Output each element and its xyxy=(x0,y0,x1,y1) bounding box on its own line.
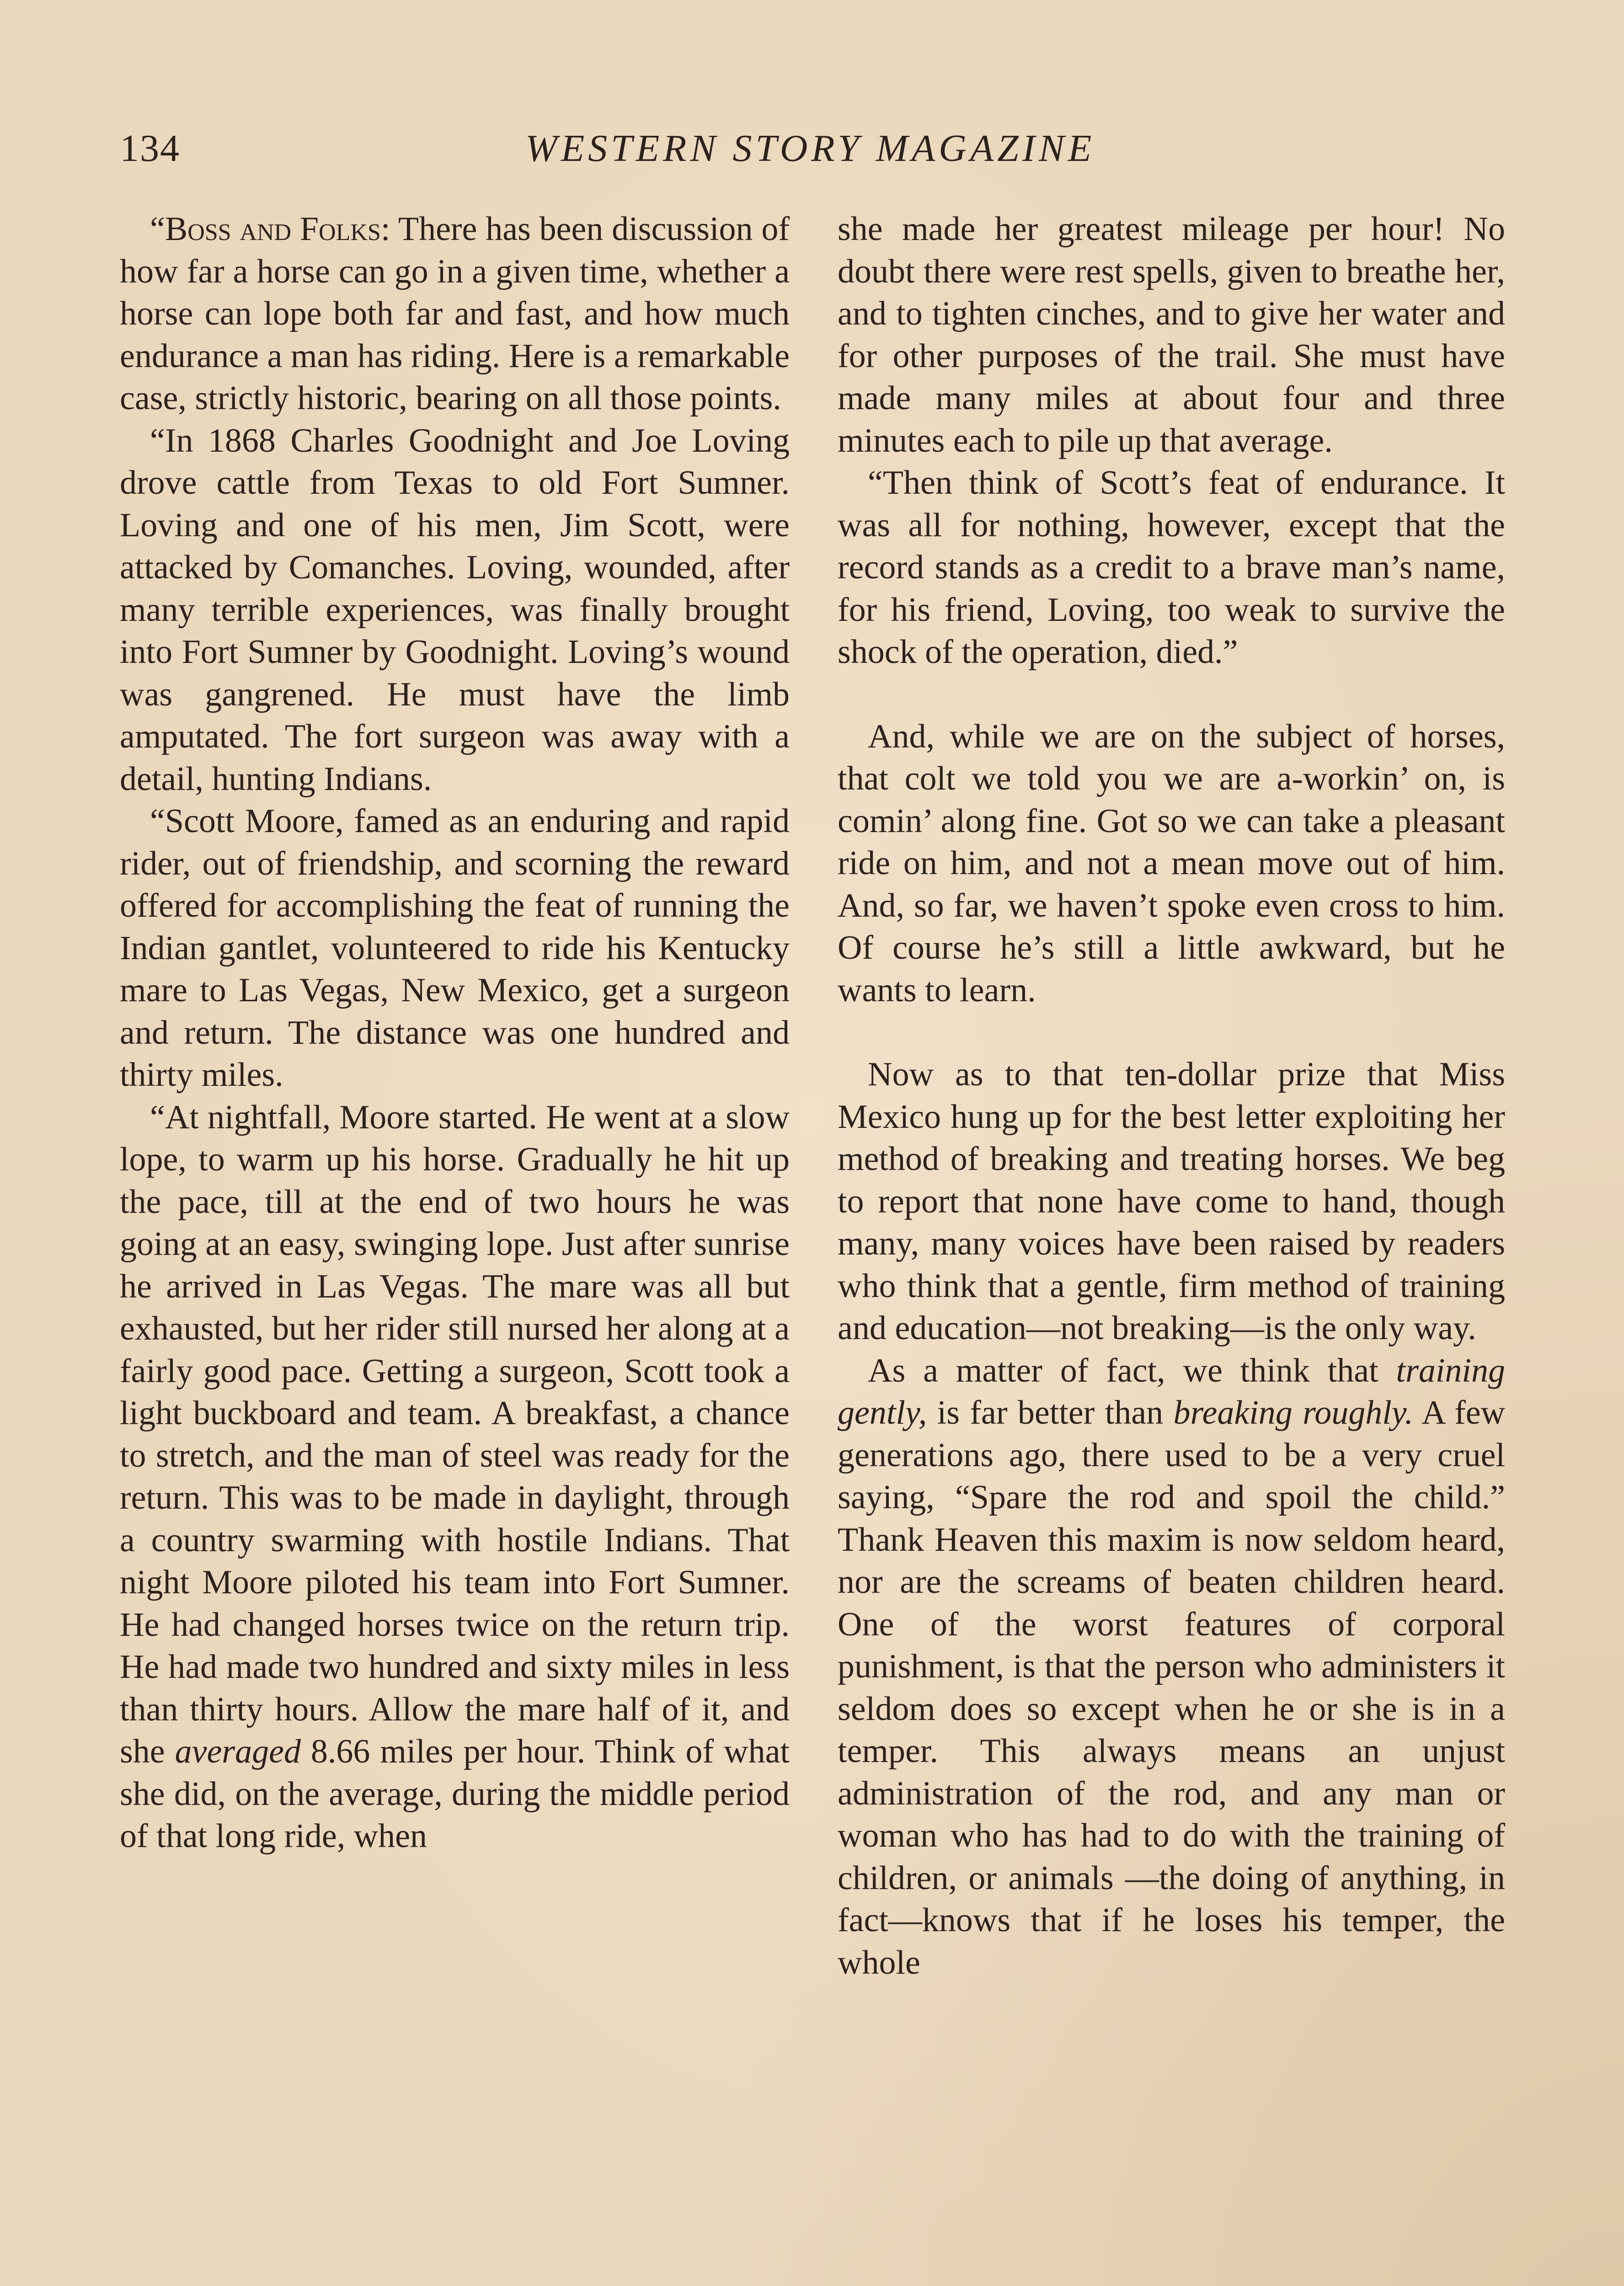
left-column xyxy=(120,208,790,1858)
letter-paragraph-1 xyxy=(120,208,790,420)
editor-paragraph-prize: Now as to that ten-dollar prize that Miss Mexico hung up for the best letter exploiting her method of breaking and treating horses. We beg to report that none have come to hand, though many, many voices have been raised by readers who think that a gentle, firm method of training and education—not breaking—is the only way. xyxy=(838,1056,1505,1347)
section-gap xyxy=(838,1011,1505,1053)
letter-paragraph-3: “Scott Moore, famed as an enduring and rapid rider, out of friendship, and scorning the reward offered for accomplishing the feat of running the Indian gantlet, volunteered to ride his Kentucky mare to Las Vegas, New Mexico, get a surgeon and return. The distance was one hundred and thirty miles. xyxy=(120,802,790,1094)
section-gap xyxy=(838,673,1505,716)
emphasis-text: breaking roughly. xyxy=(1173,1394,1414,1431)
paragraph-text: There has been discussion of how far a horse can go in a given time, whether a horse can lope both far and fast, and how much endurance a man has riding. Here is a remarkable case, strictly historic, bearing on all those points. xyxy=(120,210,790,417)
editor-paragraph-colt: And, while we are on the subject of horses, that colt we told you we are a-workin’ on, is comin’ along fine. Got so we can take a pleasant ride on him, and not a mean move out of him. And, so far, we haven’t spoke even cross to him. Of course he’s still a little awkward, but he wants to learn. xyxy=(838,717,1505,1009)
paragraph-text: “At nightfall, Moore started. He went at a slow lope, to warm up his horse. Gradually he hit up the pace, till at the end of two hours he was going at an easy, swinging lope. Just after sunrise he arrived in Las Vegas. The mare was all but exhausted, but her rider still nursed her along at a fairly good pace. Getting a surgeon, Scott took a light buckboard and team. A breakfast, a chance to stretch, and the man of steel was ready for the return. This was to be made in daylight, through a country swarming with hostile Indians. That night Moore piloted his team into Fort Sumner. He had changed horses twice on the return trip. He had made two hundred and sixty miles in less than thirty hours. Allow the mare half of it, and she xyxy=(120,1098,790,1770)
paragraph-text: A few generations ago, there used to be a very cruel saying, “Spare the rod and spoil the child.” Thank Heaven this maxim is now seldom heard, nor are the screams of beaten children heard. One of the worst features of corporal punishment, is that the person who administers it seldom does so except when he or she is in a temper. This always means an unjust administration of the rod, and any man or woman who has had to do with the training of children, or animals —the doing of anything, in fact—knows that if he loses his temper, the whole xyxy=(838,1394,1506,1982)
emphasis-text: training gently, xyxy=(838,1351,1505,1431)
letter-paragraph-continued: she made her greatest mileage per hour! No doubt there were rest spells, given to breathe her, and to tighten cinches, and to give her water and for other purposes of the trail. She must have made many miles at about four and three minutes each to pile up that average. xyxy=(838,210,1505,459)
right-column xyxy=(838,208,1505,1984)
page-header xyxy=(120,123,1501,183)
paragraph-text: 8.66 miles per hour. Think of what she did, on the average, during the middle period of that long ride, when xyxy=(120,1733,790,1855)
letter-salutation: “Boss and Folks: xyxy=(150,210,390,248)
editor-paragraph-training xyxy=(838,1350,1505,1984)
paragraph-text: is far better than xyxy=(927,1394,1174,1431)
letter-paragraph-2: “In 1868 Charles Goodnight and Joe Loving drove cattle from Texas to old Fort Sumner. Loving and one of his men, Jim Scott, were attacked by Comanches. Loving, wounded, after many terrible experiences, was finally brought into Fort Sumner by Goodnight. Loving’s wound was gangrened. He must have the limb amputated. The fort surgeon was away with a detail, hunting Indians. xyxy=(120,422,790,798)
paragraph-text: As a matter of fact, we think that xyxy=(868,1351,1396,1389)
letter-paragraph-4 xyxy=(120,1096,790,1858)
letter-paragraph-5: “Then think of Scott’s feat of endurance. It was all for nothing, however, except that the record stands as a credit to a brave man’s name, for his friend, Loving, too weak to survive the shock of the operation, died.” xyxy=(838,464,1505,671)
magazine-title: WESTERN STORY MAGAZINE xyxy=(525,127,1095,170)
page-number: 134 xyxy=(120,127,180,170)
emphasis-text: averaged xyxy=(175,1733,301,1770)
